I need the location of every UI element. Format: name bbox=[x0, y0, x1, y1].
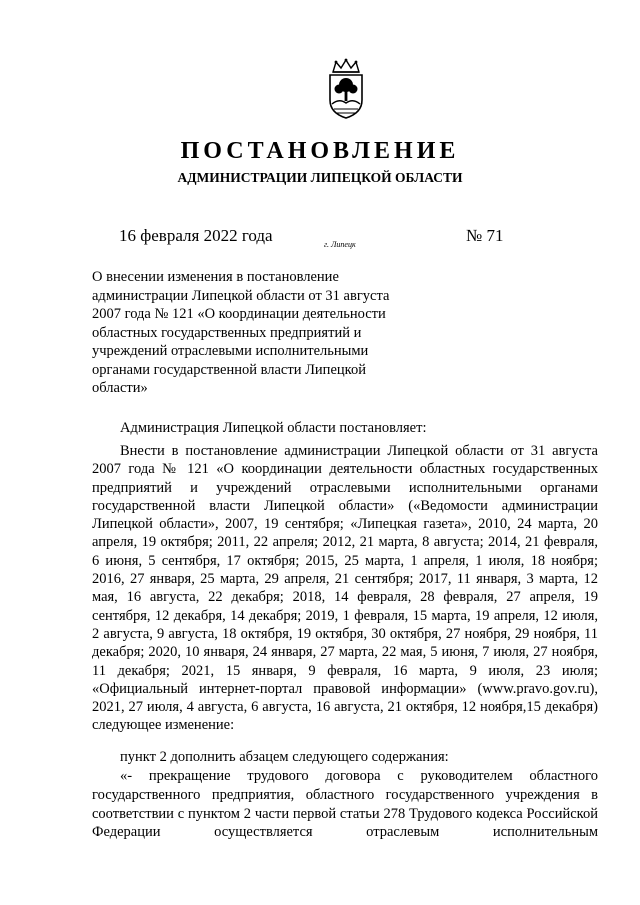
document-date: 16 февраля 2022 года bbox=[119, 226, 273, 245]
document-subject: О внесении изменения в постановление администрации Липецкой области от 31 августа 2007 года № 121 «О координации деятельности областных государственных предприятий и учреждений отраслевыми исполнительными органами государственной власти Липецкой области» bbox=[92, 269, 390, 396]
main-paragraph: Внести в постановление администрации Липецкой области от 31 августа 2007 года № 121 «О координации деятельности областных государственных предприятий и учреждений отраслевыми исполнительными органами государственной власти Липецкой области» («Ведомости администрации Липецкой области», 2007, 19 сентября; «Липецкая газета», 2010, 24 марта, 20 апреля, 19 октября; 2011, 22 апреля; 2012, 21 марта, 8 августа; 2014, 21 февраля, 6 июня, 5 сентября, 17 октября; 2015, 25 марта, 1 апреля, 1 июля, 18 ноября; 2016, 27 января, 25 марта, 29 апреля, 21 сентября; 2017, 11 января, 3 марта, 12 мая, 16 августа, 22 декабря; 2018, 14 февраля, 28 февраля, 27 апреля, 19 сентября, 12 декабря, 14 декабря; 2019, 1 февраля, 15 марта, 19 апреля, 12 июля, 2 августа, 9 августа, 18 октября, 19 октября, 30 октября, 27 ноября, 29 ноября, 11 декабря; 2020, 10 января, 24 января, 27 марта, 22 мая, 5 июня, 7 июля, 27 ноября, 11 декабря; 2021, 15 января, 9 февраля, 16 марта, 9 июля, 23 июля; «Официальный интернет-портал правовой информации» (www.pravo.gov.ru), 2021, 27 июля, 4 августа, 6 августа, 16 августа, 21 октября, 12 ноября,15 декабря) следующее изменение: bbox=[92, 443, 598, 734]
issuing-authority: АДМИНИСТРАЦИИ ЛИПЕЦКОЙ ОБЛАСТИ bbox=[177, 170, 463, 185]
point-paragraph: пункт 2 дополнить абзацем следующего содержания: bbox=[120, 749, 449, 765]
document-place: г. Липецк bbox=[324, 240, 356, 249]
coat-of-arms-icon bbox=[323, 58, 369, 120]
document-number: № 71 bbox=[466, 226, 504, 245]
document-title: ПОСТАНОВЛЕНИЕ bbox=[180, 138, 460, 164]
quoted-amendment: «- прекращение трудового договора с руководителем областного государственного предприятия, областного государственного учреждения в соответствии с пунктом 2 части первой статьи 278 Трудового кодекса Российской Федерации осуществляется отраслевым исполнительным bbox=[92, 768, 598, 841]
resolution-intro: Администрация Липецкой области постановляет: bbox=[120, 420, 427, 436]
